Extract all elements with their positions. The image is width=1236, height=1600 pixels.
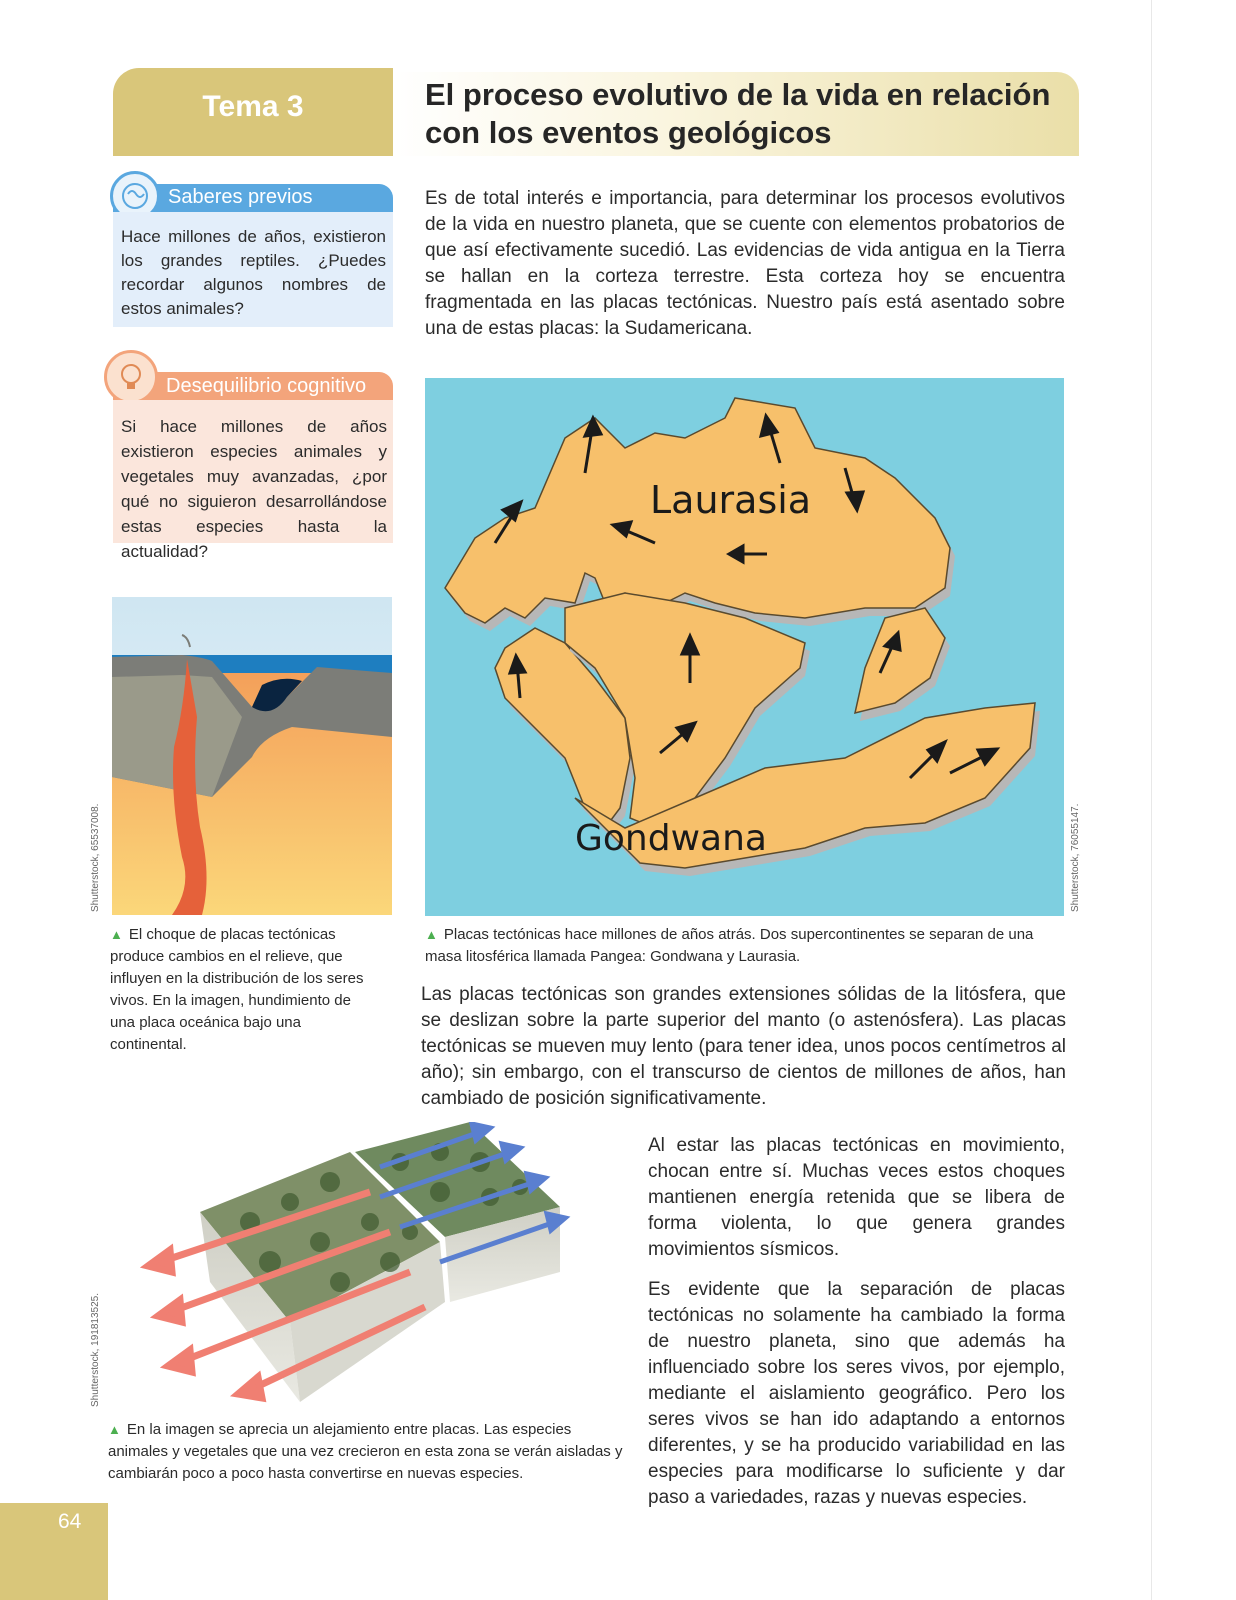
page-title-line2: con los eventos geológicos	[425, 115, 832, 150]
paragraph-collisions: Al estar las placas tectónicas en movimiento, chocan entre sí. Muchas veces estos choques mantienen energía retenida que se libera de forma violenta, lo que genera grandes movimientos sísmicos.	[648, 1135, 1065, 1260]
triangle-icon: ▲	[108, 1422, 121, 1437]
rift-illustration	[140, 1122, 630, 1412]
lightbulb-icon	[104, 350, 158, 404]
label-laurasia: Laurasia	[650, 478, 812, 522]
page-title-line1: El proceso evolutivo de la vida en relación	[425, 77, 1051, 112]
page-title	[425, 76, 1065, 152]
caption-rift-text: En la imagen se aprecia un alejamiento entre placas. Las especies animales y vegetales que una vez crecieron en esta zona se verán aisladas y cambiarán poco a poco hasta convertirse en nuevas especies.	[108, 1421, 623, 1482]
caption-map	[425, 924, 1065, 968]
desequilibrio-title: Desequilibrio cognitivo	[166, 375, 367, 397]
tema-label: Tema 3	[202, 90, 304, 123]
caption-volcano	[110, 924, 375, 1056]
intro-paragraph: Es de total interés e importancia, para determinar los procesos evolutivos de la vida en nuestro planeta, que se cuente con elementos probatorios de que así efectivamente sucedió. Las evidencias de vida antigua en la Tierra se hallan en la corteza terrestre. Esta corteza hoy se encuentra fragmentada en las placas tectónicas. Nuestro país está asentado sobre una de estas placas: la Sudamericana.	[425, 188, 1065, 339]
page-number-tab	[0, 1503, 108, 1600]
subduction-illustration	[112, 597, 392, 915]
saberes-previos-title: Saberes previos	[168, 186, 313, 208]
page-number: 64	[58, 1510, 82, 1533]
caption-volcano-text: El choque de placas tectónicas produce cambios en el relieve, que influyen en la distribución de los seres vivos. En la imagen, hundimiento de una placa oceánica bajo una continental.	[110, 926, 364, 1053]
desequilibrio-text: Si hace millones de años existieron especies animales y vegetales muy avanzadas, ¿por qué no siguieron desarrollándose estas especies hasta la actualidad?	[121, 417, 387, 561]
credit-rift: Shutterstock, 191813525.	[90, 1293, 101, 1407]
caption-map-text: Placas tectónicas hace millones de años atrás. Dos supercontinentes se separan de una masa litosférica llamada Pangea: Gondwana y Laurasia.	[425, 926, 1034, 965]
caption-rift	[108, 1419, 623, 1485]
pangea-map	[425, 378, 1064, 916]
triangle-icon: ▲	[425, 927, 438, 942]
paragraph-plates: Las placas tectónicas son grandes extensiones sólidas de la litósfera, que se deslizan sobre la parte superior del manto (o astenósfera). Las placas tectónicas se mueven muy lento (para tener idea, unos pocos centímetros al año); sin embargo, con el transcurso de cientos de millones de años, han cambiado de posición significativamente.	[421, 984, 1066, 1109]
saberes-previos-text: Hace millones de años, existieron los grandes reptiles. ¿Puedes recordar algunos nombres de estos animales?	[121, 227, 386, 318]
page-edge	[1151, 0, 1152, 1600]
credit-map: Shutterstock, 76055147.	[1070, 803, 1081, 912]
credit-volcano: Shutterstock, 65537008.	[90, 803, 101, 912]
triangle-icon: ▲	[110, 927, 123, 942]
paragraph-separation: Es evidente que la separación de placas tectónicas no solamente ha cambiado la forma de nuestro planeta, sino que además ha influenciado sobre los seres vivos, por ejemplo, mediante el aislamiento geográfico. Pero los seres vivos se han ido adaptando a entornos diferentes, y se ha producido variabilidad en las especies para modificarse lo suficiente y dar paso a variedades, razas y nuevas especies.	[648, 1279, 1065, 1508]
label-gondwana: Gondwana	[575, 818, 767, 859]
